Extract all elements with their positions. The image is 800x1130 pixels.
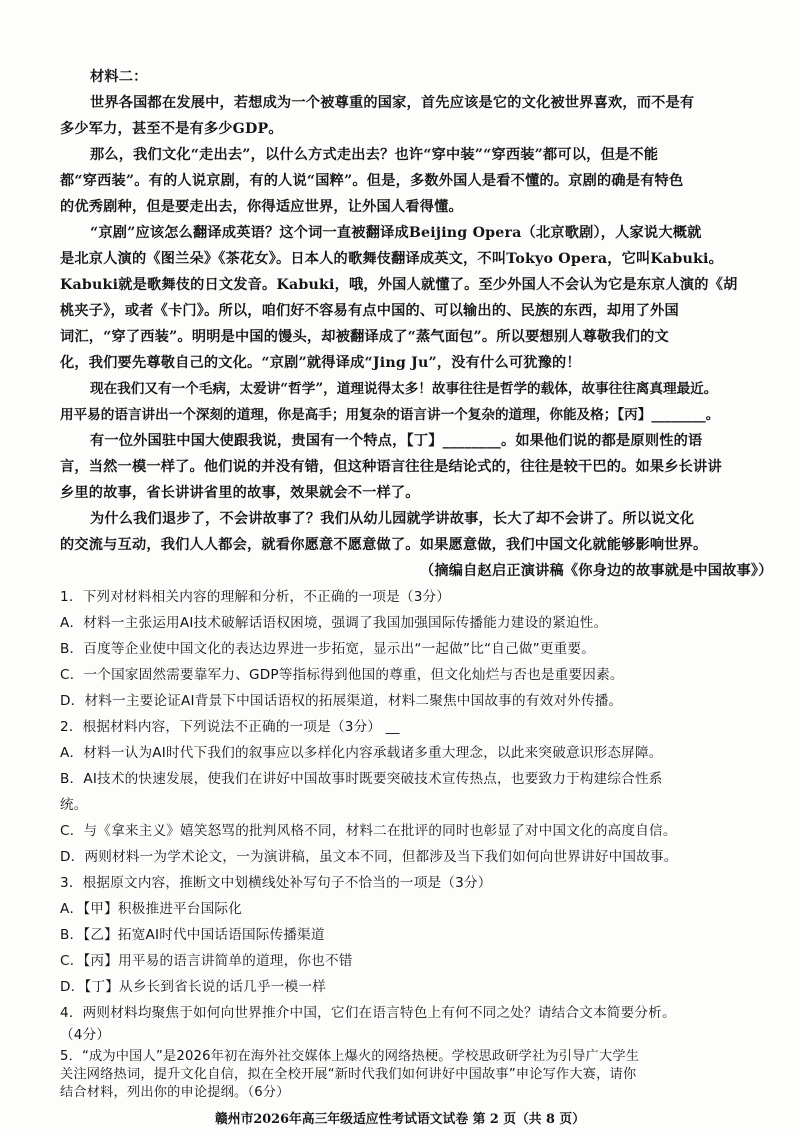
passage-line: 是北京人演的《图兰朵》《茶花女》。日本人的歌舞伎翻译成英文，不叫Tokyo Opera，它叫Kabuki。 [60, 251, 723, 267]
passage-line: 化，我们要先尊敬自己的文化。“京剧”就得译成“Jing Ju”，没有什么可犹豫的！ [60, 355, 581, 371]
passage-line: 为什么我们退步了，不会讲故事了？我们从幼儿园就学讲故事，长大了却不会讲了。所以说文化 [90, 511, 695, 527]
option-3d: D．【丁】从乡长到省长说的话几乎一模一样 [60, 979, 326, 995]
question-4: 4．两则材料均聚焦于如何向世界推介中国，它们在语言特色上有何不同之处？请结合文本简要分析。 [60, 1005, 676, 1021]
passage-line: 的交流与互动，我们人人都会，就看你愿意不愿意做了。如果愿意做，我们中国文化就能够影响世界。 [60, 537, 708, 553]
passage-line: 言，当然一模一样了。他们说的并没有错，但这种语言往往是结论式的，往往是较干巴的。如果乡长讲讲 [60, 459, 722, 475]
passage-line: 用平易的语言讲出一个深刻的道理，你是高手；用复杂的语言讲一个复杂的道理，你能及格；【丙】________。 [60, 407, 720, 423]
option-2c: C．与《拿来主义》嬉笑怒骂的批判风格不同，材料二在批评的同时也彰显了对中国文化的高度自信。 [60, 823, 677, 839]
passage-line: Kabuki就是歌舞伎的日文发音。Kabuki，哦，外国人就懂了。至少外国人不会认为它是东京人演的《胡 [60, 277, 738, 293]
option-2d: D．两则材料一为学术论文，一为演讲稿，虽文本不同，但都涉及当下我们如何向世界讲好中国故事。 [60, 849, 678, 865]
option-1b: B．百度等企业使中国文化的表达边界进一步拓宽，显示出“一起做”比“自己做”更重要。 [60, 641, 596, 657]
passage-line: 世界各国都在发展中，若想成为一个被尊重的国家，首先应该是它的文化被世界喜欢，而不是有 [90, 95, 695, 111]
page-footer: 赣州市2026年高三年级适应性考试语文试卷 第 2 页（共 8 页） [214, 1112, 586, 1127]
passage-line: 都“穿西装”。有的人说京剧，有的人说“国粹”。但是，多数外国人是看不懂的。京剧的确是有特色 [60, 173, 684, 189]
passage-line: 现在我们又有一个毛病，太爱讲“哲学”，道理说得太多！故事往往是哲学的载体，故事往往离真理最近。 [90, 381, 718, 397]
question-5-cont: 关注网络热词，提升文化自信，拟在全校开展“新时代我们如何讲好中国故事”申论写作大赛，请你 [60, 1067, 637, 1082]
question-5-cont-2: 结合材料，列出你的申论提纲。（6分） [60, 1085, 290, 1100]
passage-line: “京剧”应该怎么翻译成英语？这个词一直被翻译成Beijing Opera（北京歌剧），人家说大概就 [90, 225, 702, 241]
passage-line: 有一位外国驻中国大使跟我说，贵国有一个特点，【丁】________。如果他们说的都是原则性的语 [90, 433, 703, 449]
option-2a: A．材料一认为AI时代下我们的叙事应以多样化内容承载诸多重大理念，以此来突破意识形态屏障。 [60, 745, 663, 761]
passage-line: 桃夹子》，或者《卡门》。所以，咱们好不容易有点中国的、可以输出的、民族的东西，却用了外国 [60, 303, 679, 319]
option-1d: D．材料一主要论证AI背景下中国话语权的拓展渠道，材料二聚焦中国故事的有效对外传播。 [60, 693, 623, 709]
passage-line: 那么，我们文化“走出去”，以什么方式走出去？也许“穿中装”“穿西装”都可以，但是不能 [90, 147, 659, 163]
option-3c: C．【丙】用平易的语言讲简单的道理，你也不错 [60, 953, 353, 969]
question-1: 1．下列对材料相关内容的理解和分析，不正确的一项是（3分） [60, 589, 451, 605]
passage-line: 的优秀剧种，但是要走出去，你得适应世界，让外国人看得懂。 [60, 199, 463, 215]
passage-line: 词汇，“穿了西装”。明明是中国的馒头，却被翻译成了“蒸气面包”。所以要想别人尊敬我们的文 [60, 329, 669, 345]
passage-line: 乡里的故事，省长讲讲省里的故事，效果就会不一样了。 [60, 485, 420, 501]
option-3b: B．【乙】拓宽AI时代中国话语国际传播渠道 [60, 927, 325, 943]
option-1a: A．材料一主张运用AI技术破解话语权困境，强调了我国加强国际传播能力建设的紧迫性。 [60, 615, 608, 631]
question-4-cont: （4分） [60, 1027, 111, 1043]
passage-source: （摘编自赵启正演讲稿《你身边的故事就是中国故事》） [420, 563, 773, 579]
passage-line: 多少军力，甚至不是有多少GDP。 [60, 121, 283, 137]
passage-heading: 材料二： [90, 69, 148, 85]
option-2b: B．AI技术的快速发展，使我们在讲好中国故事时既要突破技术宣传热点，也要致力于构建综合性系 [60, 771, 663, 787]
option-3a: A．【甲】积极推进平台国际化 [60, 901, 243, 917]
question-5: 5．“成为中国人”是2026年初在海外社交媒体上爆火的网络热梗。学校思政研学社为引导广大学生 [60, 1049, 640, 1064]
question-3: 3．根据原文内容，推断文中划横线处补写句子不恰当的一项是（3分） [60, 875, 492, 891]
option-2b-cont: 统。 [60, 797, 88, 813]
question-2: 2．根据材料内容，下列说法不正确的一项是（3分） __ [60, 719, 400, 735]
option-1c: C．一个国家固然需要靠军力、GDP等指标得到他国的尊重，但文化灿烂与否也是重要因素。 [60, 667, 624, 683]
